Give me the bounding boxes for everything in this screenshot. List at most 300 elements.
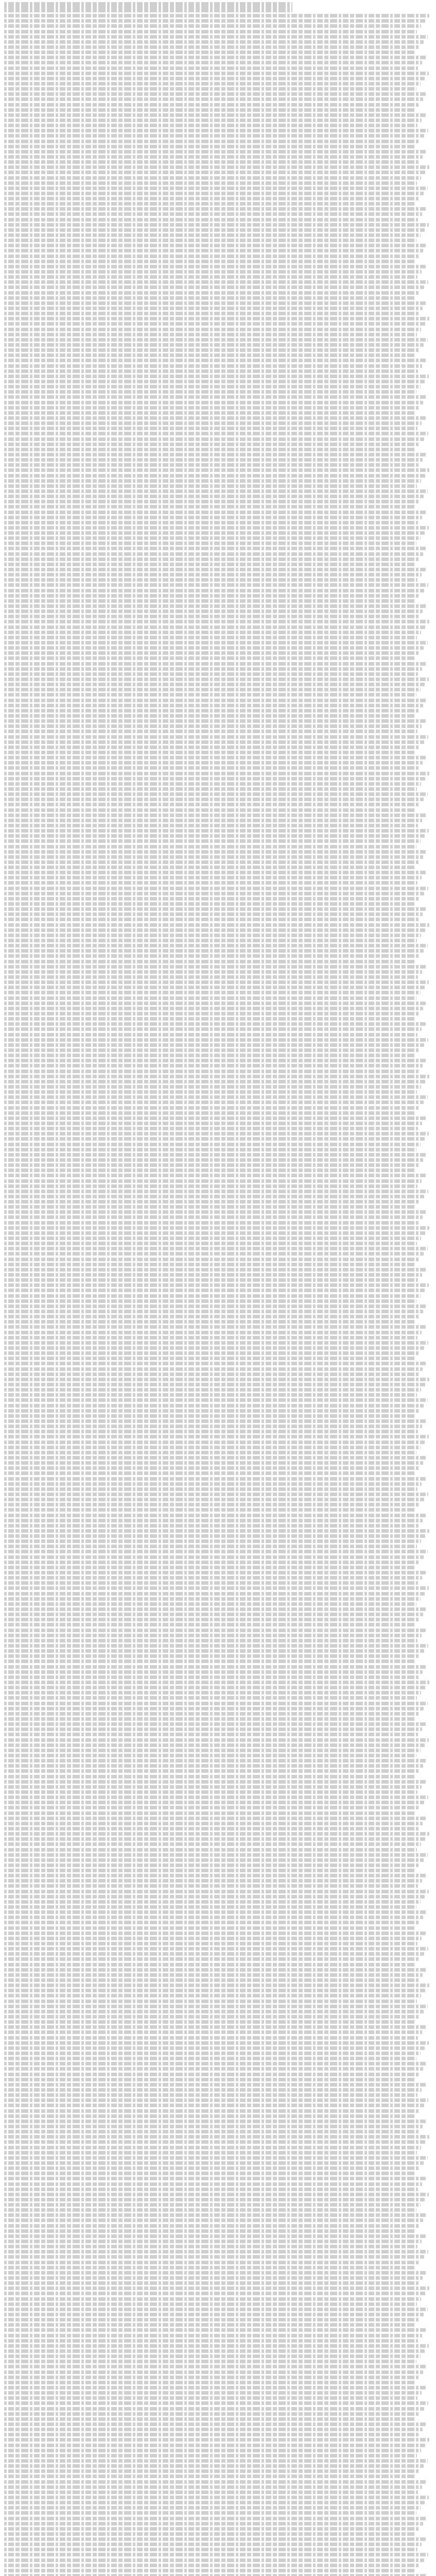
text-line-placeholder (4, 150, 427, 154)
text-line-placeholder (4, 860, 419, 864)
text-line-placeholder (4, 249, 423, 252)
text-line-placeholder (4, 934, 421, 937)
text-line-placeholder (4, 1247, 428, 1250)
text-line-placeholder (4, 1644, 428, 1648)
text-line-placeholder (4, 2030, 422, 2034)
text-line-placeholder (4, 2506, 421, 2510)
text-line-placeholder (4, 2339, 418, 2343)
text-line-placeholder (4, 2224, 419, 2228)
text-line-placeholder (4, 1618, 419, 1621)
text-line-placeholder (4, 2496, 429, 2499)
text-line-placeholder (4, 228, 425, 232)
text-line-placeholder (4, 1263, 415, 1266)
text-line-placeholder (4, 1524, 418, 1528)
text-line-placeholder (4, 2370, 423, 2374)
text-line-placeholder (4, 2208, 416, 2212)
text-line-placeholder (4, 1910, 427, 1914)
text-line-placeholder (4, 2381, 415, 2384)
text-line-placeholder (4, 1236, 421, 1240)
text-line-placeholder (4, 1446, 421, 1449)
text-line-placeholder (4, 1017, 415, 1021)
text-line-placeholder (4, 651, 420, 655)
text-line-placeholder (4, 1566, 415, 1569)
text-line-placeholder (4, 181, 417, 185)
text-line-placeholder (4, 1320, 415, 1324)
text-line-placeholder (4, 798, 424, 801)
text-line-placeholder (4, 960, 415, 963)
text-line-placeholder (4, 839, 421, 843)
text-line-placeholder (4, 1623, 415, 1626)
text-line-placeholder (4, 187, 428, 190)
text-line-placeholder (4, 766, 418, 770)
text-line-placeholder (4, 892, 424, 895)
text-line-placeholder (4, 124, 417, 127)
text-line-placeholder (4, 2323, 415, 2327)
text-line-placeholder (4, 1712, 420, 1716)
text-line-placeholder (4, 317, 429, 320)
text-line-placeholder (4, 1168, 415, 1172)
text-line-placeholder (4, 996, 416, 1000)
document-title (4, 2, 432, 12)
text-line-placeholder (4, 1273, 422, 1277)
text-line-placeholder (4, 280, 428, 284)
text-line-placeholder (4, 61, 422, 64)
text-line-placeholder (4, 1435, 429, 1438)
text-line-placeholder (4, 573, 422, 577)
text-line-placeholder (4, 97, 423, 101)
text-line-placeholder (4, 479, 421, 483)
text-line-placeholder (4, 1137, 425, 1141)
text-line-placeholder (4, 1801, 424, 1804)
text-line-placeholder (4, 834, 425, 838)
text-line-placeholder (4, 1613, 423, 1616)
text-line-placeholder (4, 171, 425, 174)
text-line-placeholder (4, 2130, 418, 2133)
text-line-placeholder (4, 1383, 425, 1386)
text-line-placeholder (4, 1325, 426, 1329)
text-line-placeholder (4, 2349, 425, 2353)
text-line-placeholder (4, 380, 425, 383)
text-line-placeholder (4, 1064, 423, 1067)
text-line-placeholder (4, 87, 416, 91)
text-line-placeholder (4, 604, 427, 608)
text-line-placeholder (4, 1733, 418, 1736)
text-line-placeholder (4, 2188, 418, 2191)
text-line-placeholder (4, 547, 427, 550)
text-line-placeholder (4, 19, 425, 23)
text-line-placeholder (4, 1174, 426, 1177)
text-line-placeholder (4, 2433, 418, 2436)
text-line-placeholder (4, 2177, 426, 2180)
text-line-placeholder (4, 1477, 426, 1481)
text-line-placeholder (4, 735, 428, 739)
text-line-placeholder (4, 777, 425, 781)
text-line-placeholder (4, 2292, 425, 2295)
text-line-placeholder (4, 2328, 426, 2332)
text-line-placeholder (4, 2522, 423, 2526)
text-line-placeholder (4, 803, 420, 806)
text-line-placeholder (4, 500, 420, 503)
text-line-placeholder (4, 902, 416, 906)
text-line-placeholder (4, 2417, 416, 2421)
text-line-placeholder (4, 1592, 425, 1596)
text-line-placeholder (4, 1858, 424, 1862)
text-line-placeholder (4, 1727, 422, 1731)
text-line-placeholder (4, 1634, 422, 1637)
text-line-placeholder (4, 620, 429, 623)
text-line-placeholder (4, 1853, 428, 1857)
text-line-placeholder (4, 2365, 427, 2368)
text-line-placeholder (4, 343, 424, 347)
text-line-placeholder (4, 1639, 417, 1642)
text-line-placeholder (4, 1978, 418, 1982)
text-line-placeholder (4, 2146, 421, 2149)
text-line-placeholder (4, 1984, 429, 1987)
text-line-placeholder (4, 2067, 423, 2071)
text-line-placeholder (4, 751, 416, 754)
text-line-placeholder (4, 1111, 415, 1115)
text-line-placeholder (4, 1759, 427, 1762)
text-line-placeholder (4, 239, 416, 242)
text-line-placeholder (4, 1440, 425, 1444)
text-line-placeholder (4, 887, 428, 890)
text-line-placeholder (4, 2391, 422, 2395)
text-line-placeholder (4, 1702, 428, 1705)
text-line-placeholder (4, 1075, 429, 1078)
text-line-placeholder (4, 662, 426, 666)
text-line-placeholder (4, 296, 416, 300)
text-line-placeholder (4, 1398, 428, 1402)
text-line-placeholder (4, 871, 426, 874)
text-line-placeholder (4, 719, 426, 723)
text-line-placeholder (4, 2261, 420, 2264)
text-line-placeholder (4, 1200, 420, 1204)
text-line-placeholder (4, 421, 422, 425)
text-line-placeholder (4, 395, 427, 399)
text-line-placeholder (4, 2386, 426, 2389)
text-line-placeholder (4, 693, 416, 697)
text-line-placeholder (4, 56, 426, 59)
text-line-placeholder (4, 2438, 429, 2442)
text-line-placeholder (4, 176, 421, 180)
title-placeholder (4, 2, 292, 12)
text-line-placeholder (4, 1738, 429, 1742)
text-line-placeholder (4, 1007, 423, 1010)
text-line-placeholder (4, 1205, 416, 1209)
text-line-placeholder (4, 140, 420, 143)
text-line-placeholder (4, 359, 426, 362)
text-line-placeholder (4, 2276, 423, 2280)
text-line-placeholder (4, 244, 427, 247)
text-line-placeholder (4, 2548, 417, 2551)
text-line-placeholder (4, 1226, 429, 1230)
text-line-placeholder (4, 1837, 425, 1841)
text-line-placeholder (4, 14, 429, 18)
text-line-placeholder (4, 1895, 425, 1899)
text-line-placeholder (4, 1629, 426, 1632)
text-line-placeholder (4, 787, 417, 791)
text-line-placeholder (4, 2036, 418, 2040)
text-line-placeholder (4, 2543, 422, 2546)
text-line-placeholder (4, 1675, 418, 1679)
text-line-placeholder (4, 2401, 428, 2405)
text-line-placeholder (4, 2193, 429, 2196)
text-line-placeholder (4, 1659, 416, 1663)
text-line-placeholder (4, 223, 429, 227)
text-line-placeholder (4, 212, 422, 216)
text-line-placeholder (4, 730, 417, 733)
text-line-placeholder (4, 1555, 424, 1559)
text-line-placeholder (4, 2286, 429, 2290)
text-line-placeholder (4, 285, 424, 289)
text-line-placeholder (4, 2046, 425, 2050)
text-line-placeholder (4, 448, 416, 451)
text-line-placeholder (4, 1550, 428, 1553)
text-line-placeholder (4, 2469, 420, 2473)
text-line-placeholder (4, 897, 420, 901)
text-line-placeholder (4, 1043, 424, 1047)
text-line-placeholder (4, 1890, 429, 1893)
text-line-placeholder (4, 1190, 428, 1193)
text-line-placeholder (4, 165, 429, 169)
text-line-placeholder (4, 301, 427, 305)
text-line-placeholder (4, 82, 421, 86)
text-line-placeholder (4, 1696, 417, 1700)
text-line-placeholder (4, 1095, 428, 1099)
text-line-placeholder (4, 406, 419, 410)
text-line-placeholder (4, 1283, 429, 1287)
text-line-placeholder (4, 401, 423, 404)
text-line-placeholder (4, 1937, 422, 1940)
text-line-placeholder (4, 1686, 425, 1689)
text-line-placeholder (4, 1534, 425, 1538)
text-line-placeholder (4, 1576, 422, 1580)
text-line-placeholder (4, 1842, 421, 1846)
text-line-placeholder (4, 1707, 424, 1710)
text-line-placeholder (4, 1022, 426, 1026)
text-line-placeholder (4, 568, 426, 571)
text-line-placeholder (4, 1148, 416, 1151)
text-line-placeholder (4, 155, 423, 159)
text-line-placeholder (4, 2025, 426, 2029)
text-line-placeholder (4, 2360, 416, 2363)
text-line-placeholder (4, 1336, 417, 1340)
text-line-placeholder (4, 265, 426, 268)
text-line-placeholder (4, 338, 428, 342)
text-line-placeholder (4, 1487, 417, 1491)
text-line-placeholder (4, 328, 421, 331)
text-line-placeholder (4, 2334, 422, 2337)
text-line-placeholder (4, 1973, 423, 1977)
text-line-placeholder (4, 1404, 424, 1408)
text-line-placeholder (4, 1184, 417, 1188)
text-line-placeholder (4, 944, 428, 947)
text-line-placeholder (4, 1054, 416, 1057)
text-line-placeholder (4, 578, 417, 582)
text-line-placeholder (4, 1790, 417, 1794)
text-line-placeholder (4, 1926, 415, 1930)
text-line-placeholder (4, 876, 422, 879)
text-line-placeholder (4, 552, 423, 556)
text-line-placeholder (4, 1827, 418, 1831)
text-line-placeholder (4, 2517, 427, 2520)
text-line-placeholder (4, 1158, 423, 1162)
text-line-placeholder (4, 103, 419, 107)
text-line-placeholder (4, 2151, 417, 2155)
text-line-placeholder (4, 1033, 417, 1037)
text-line-placeholder (4, 704, 423, 707)
text-line-placeholder (4, 416, 426, 420)
text-line-placeholder (4, 160, 418, 164)
text-line-placeholder (4, 677, 429, 681)
text-line-placeholder (4, 1968, 427, 1972)
text-line-placeholder (4, 782, 421, 786)
text-line-placeholder (4, 364, 422, 368)
text-line-placeholder (4, 2344, 429, 2348)
text-line-placeholder (4, 322, 425, 326)
text-line-placeholder (4, 2553, 428, 2556)
text-line-placeholder (4, 2266, 416, 2269)
text-line-placeholder (4, 1795, 428, 1799)
text-line-placeholder (4, 192, 424, 195)
text-line-placeholder (4, 1027, 422, 1031)
text-line-placeholder (4, 814, 426, 817)
text-line-placeholder (4, 688, 421, 691)
text-line-placeholder (4, 1080, 425, 1083)
text-line-placeholder (4, 536, 421, 540)
text-line-placeholder (4, 474, 425, 478)
text-line-placeholder (4, 1351, 420, 1355)
text-line-placeholder (4, 2532, 415, 2536)
text-line-placeholder (4, 40, 424, 44)
text-line-placeholder (4, 2454, 417, 2458)
text-line-placeholder (4, 2354, 421, 2358)
text-line-placeholder (4, 1430, 418, 1433)
text-line-placeholder (4, 1921, 419, 1924)
text-line-placeholder (4, 312, 418, 315)
text-line-placeholder (4, 928, 425, 932)
text-line-placeholder (4, 1085, 421, 1089)
text-line-placeholder (4, 2093, 417, 2097)
text-line-placeholder (4, 1508, 416, 1512)
text-line-placeholder (4, 589, 424, 592)
text-line-placeholder (4, 1952, 424, 1956)
text-line-placeholder (4, 1884, 418, 1888)
text-line-placeholder (4, 949, 424, 953)
text-line-placeholder (4, 1268, 426, 1272)
text-line-placeholder (4, 1210, 427, 1214)
text-line-placeholder (4, 609, 423, 613)
text-line-placeholder (4, 2135, 429, 2139)
text-line-placeholder (4, 1931, 426, 1935)
text-line-placeholder (4, 411, 415, 415)
text-line-placeholder (4, 1602, 416, 1606)
text-line-placeholder (4, 1649, 424, 1653)
text-line-placeholder (4, 1372, 418, 1376)
text-line-placeholder (4, 819, 422, 822)
text-line-placeholder (4, 1289, 425, 1292)
text-line-placeholder (4, 1916, 423, 1919)
text-line-placeholder (4, 505, 415, 509)
text-line-placeholder (4, 45, 420, 49)
text-line-placeholder (4, 2480, 426, 2484)
text-line-placeholder (4, 291, 420, 295)
text-line-placeholder (4, 2490, 418, 2494)
text-line-placeholder (4, 218, 418, 222)
text-line-placeholder (4, 2140, 425, 2144)
text-line-placeholder (4, 1143, 421, 1146)
text-line-placeholder (4, 1304, 427, 1308)
text-line-placeholder (4, 636, 417, 639)
text-line-placeholder (4, 275, 417, 279)
text-line-placeholder (4, 1670, 423, 1674)
text-line-placeholder (4, 1059, 427, 1062)
text-line-placeholder (4, 2250, 428, 2253)
text-line-placeholder (4, 1414, 415, 1418)
text-line-placeholder (4, 1070, 418, 1073)
text-line-placeholder (4, 1999, 417, 2003)
text-line-placeholder (4, 2218, 423, 2222)
text-line-placeholder (4, 2057, 416, 2060)
text-line-placeholder (4, 1957, 420, 1961)
text-line-placeholder (4, 2213, 427, 2217)
text-line-placeholder (4, 1780, 426, 1784)
text-line-placeholder (4, 980, 429, 984)
text-line-placeholder (4, 541, 416, 545)
text-line-placeholder (4, 631, 421, 634)
text-line-placeholder (4, 845, 416, 849)
text-line-placeholder (4, 2005, 428, 2008)
text-line-placeholder (4, 970, 422, 974)
text-line-placeholder (4, 907, 427, 911)
text-line-placeholder (4, 761, 423, 765)
text-line-placeholder (4, 1905, 416, 1909)
text-line-placeholder (4, 1822, 423, 1825)
text-line-placeholder (4, 1127, 418, 1130)
text-line-placeholder (4, 2010, 424, 2013)
text-line-placeholder (4, 2271, 427, 2275)
text-line-placeholder (4, 1393, 417, 1397)
text-line-placeholder (4, 202, 415, 206)
text-line-placeholder (4, 2078, 415, 2081)
text-line-placeholder (4, 437, 424, 441)
text-line-placeholder (4, 2234, 426, 2238)
text-line-placeholder (4, 118, 422, 122)
text-line-placeholder (4, 2125, 423, 2128)
text-line-placeholder (4, 2501, 425, 2504)
text-line-placeholder (4, 516, 422, 519)
text-line-placeholder (4, 145, 416, 148)
text-line-placeholder (4, 1221, 418, 1225)
text-line-placeholder (4, 850, 427, 854)
text-line-placeholder (4, 646, 424, 650)
text-line-placeholder (4, 1315, 419, 1318)
text-line-placeholder (4, 855, 423, 859)
text-line-placeholder (4, 1848, 417, 1852)
text-line-placeholder (4, 2114, 416, 2118)
text-line-placeholder (4, 1863, 420, 1867)
text-line-placeholder (4, 2098, 428, 2102)
text-line-placeholder (4, 1514, 427, 1517)
text-line-placeholder (4, 2308, 428, 2311)
text-line-placeholder (4, 1461, 423, 1465)
text-line-placeholder (4, 2412, 420, 2416)
text-line-placeholder (4, 699, 427, 702)
text-line-placeholder (4, 1561, 420, 1564)
text-line-placeholder (4, 563, 415, 566)
text-line-placeholder (4, 134, 424, 138)
text-line-placeholder (4, 2444, 425, 2447)
